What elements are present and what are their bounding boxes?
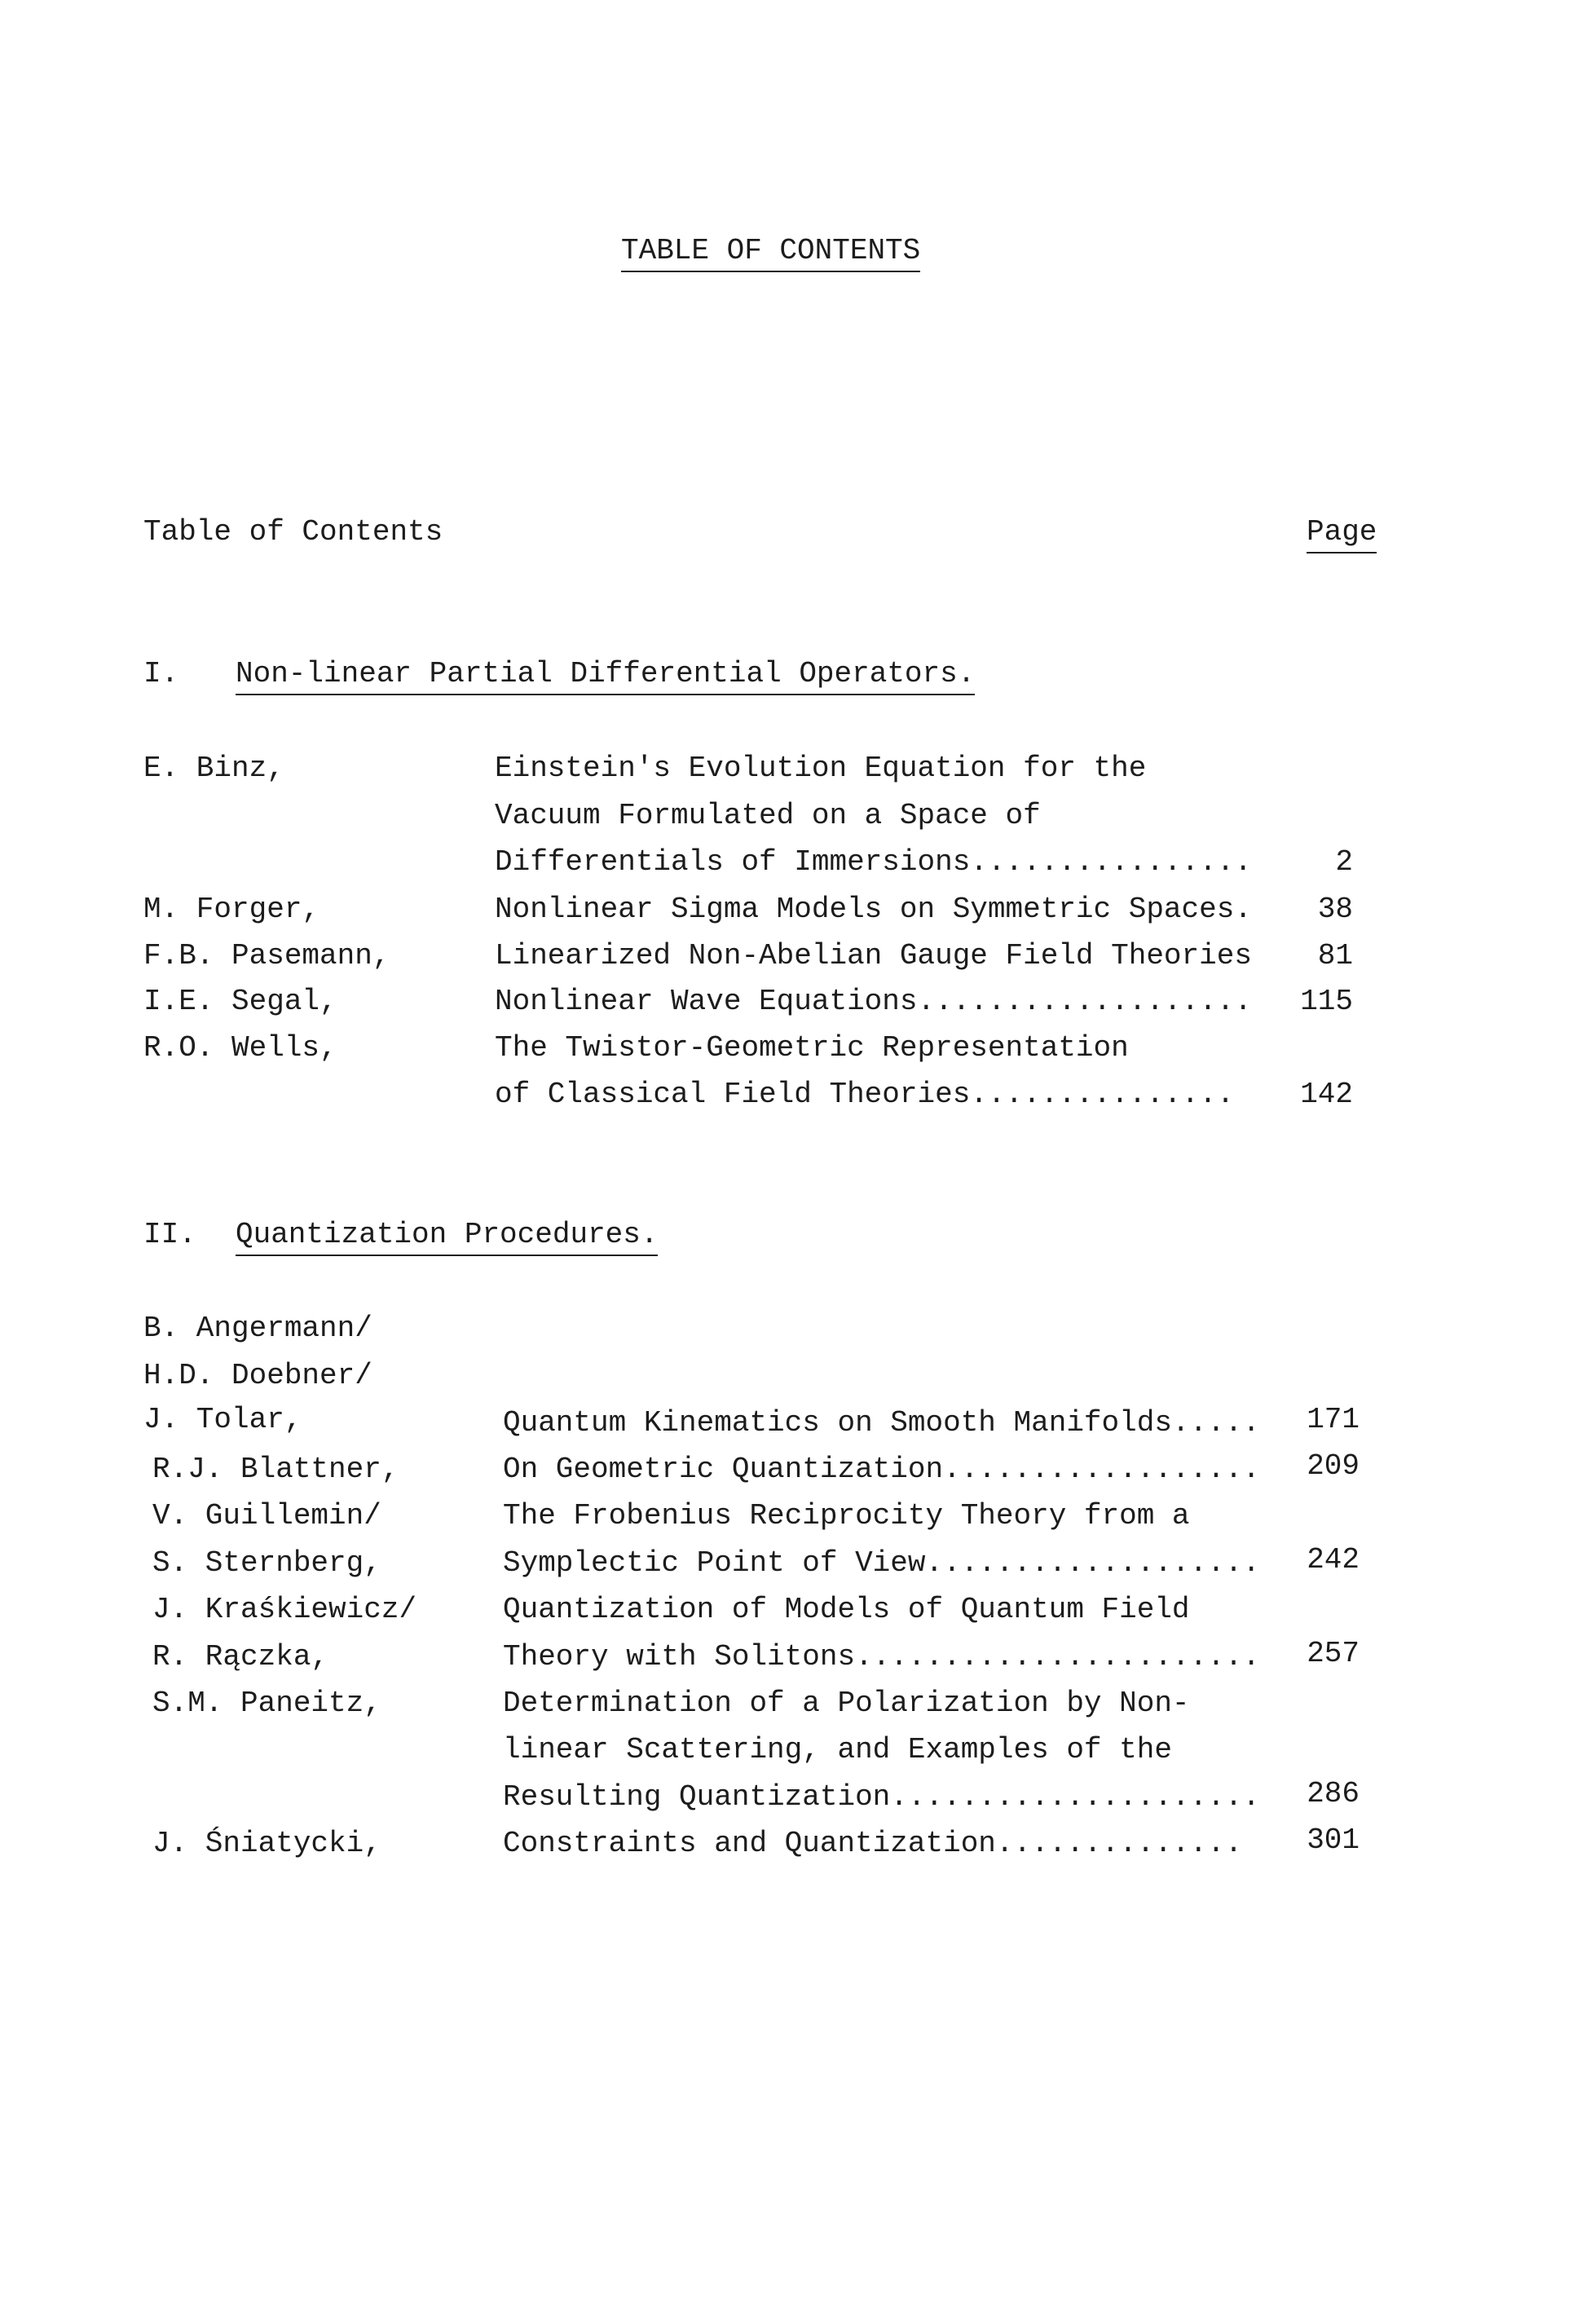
entry-author: J. Tolar, [143,1403,302,1436]
entry-page-number: 242 [1307,1543,1360,1577]
entry-author: E. Binz, [143,752,284,785]
entry-page-number: 257 [1307,1637,1360,1670]
entry-title-line: of Classical Field Theories............... [495,1078,1235,1111]
entry-page-number: 209 [1307,1449,1360,1483]
entry-title-line: Constraints and Quantization.............. [503,1827,1243,1860]
page-title: TABLE OF CONTENTS [621,235,920,272]
entry-title-line: The Twistor-Geometric Representation [495,1031,1129,1065]
entry-title-line: Einstein's Evolution Equation for the [495,752,1147,785]
entry-author: J. Śniatycki, [152,1827,381,1860]
entry-author: B. Angermann/ [143,1312,372,1345]
entry-page-number: 301 [1307,1823,1360,1857]
entry-title-line: linear Scattering, and Examples of the [503,1733,1172,1766]
entry-author: H.D. Doebner/ [143,1359,372,1392]
entry-title-line: Vacuum Formulated on a Space of [495,799,1041,832]
entry-author: S.M. Paneitz, [152,1687,381,1720]
entry-author: I.E. Segal, [143,985,337,1018]
entry-title-line: The Frobenius Reciprocity Theory from a [503,1499,1190,1532]
entry-title-line: Quantization of Models of Quantum Field [503,1593,1190,1626]
entry-page-number: 286 [1307,1777,1360,1810]
entry-title-line: Nonlinear Sigma Models on Symmetric Spaces. [495,893,1252,926]
entry-author: R.J. Blattner, [152,1453,399,1486]
entry-title-line: Determination of a Polarization by Non- [503,1687,1190,1720]
entry-author: R.O. Wells, [143,1031,337,1065]
entry-title-line: On Geometric Quantization.................. [503,1453,1260,1486]
section-numeral: I. [143,657,179,690]
entry-page-number: 2 [1335,845,1353,879]
entry-author: V. Guillemin/ [152,1499,381,1532]
entry-author: M. Forger, [143,893,320,926]
section-title: Quantization Procedures. [236,1219,658,1256]
section-title: Non-linear Partial Differential Operators. [236,658,975,695]
entry-author: S. Sternberg, [152,1546,381,1580]
entry-title-line: Linearized Non-Abelian Gauge Field Theories [495,939,1252,972]
entry-author: R. Rączka, [152,1640,329,1674]
toc-label: Table of Contents [143,515,443,549]
entry-title-line: Symplectic Point of View................... [503,1546,1260,1580]
entry-title-line: Quantum Kinematics on Smooth Manifolds..... [503,1406,1260,1440]
entry-page-number: 38 [1317,893,1353,926]
entry-author: J. Kraśkiewicz/ [152,1593,417,1626]
entry-title-line: Theory with Solitons....................... [503,1640,1260,1674]
entry-title-line: Differentials of Immersions................ [495,845,1252,879]
page-column-label: Page [1307,516,1377,553]
entry-title-line: Resulting Quantization..................... [503,1780,1260,1814]
entry-page-number: 81 [1317,939,1353,972]
entry-page-number: 115 [1300,985,1353,1018]
entry-title-line: Nonlinear Wave Equations................... [495,985,1252,1018]
section-numeral: II. [143,1218,196,1251]
entry-page-number: 142 [1300,1078,1353,1111]
entry-page-number: 171 [1307,1403,1360,1436]
entry-author: F.B. Pasemann, [143,939,390,972]
